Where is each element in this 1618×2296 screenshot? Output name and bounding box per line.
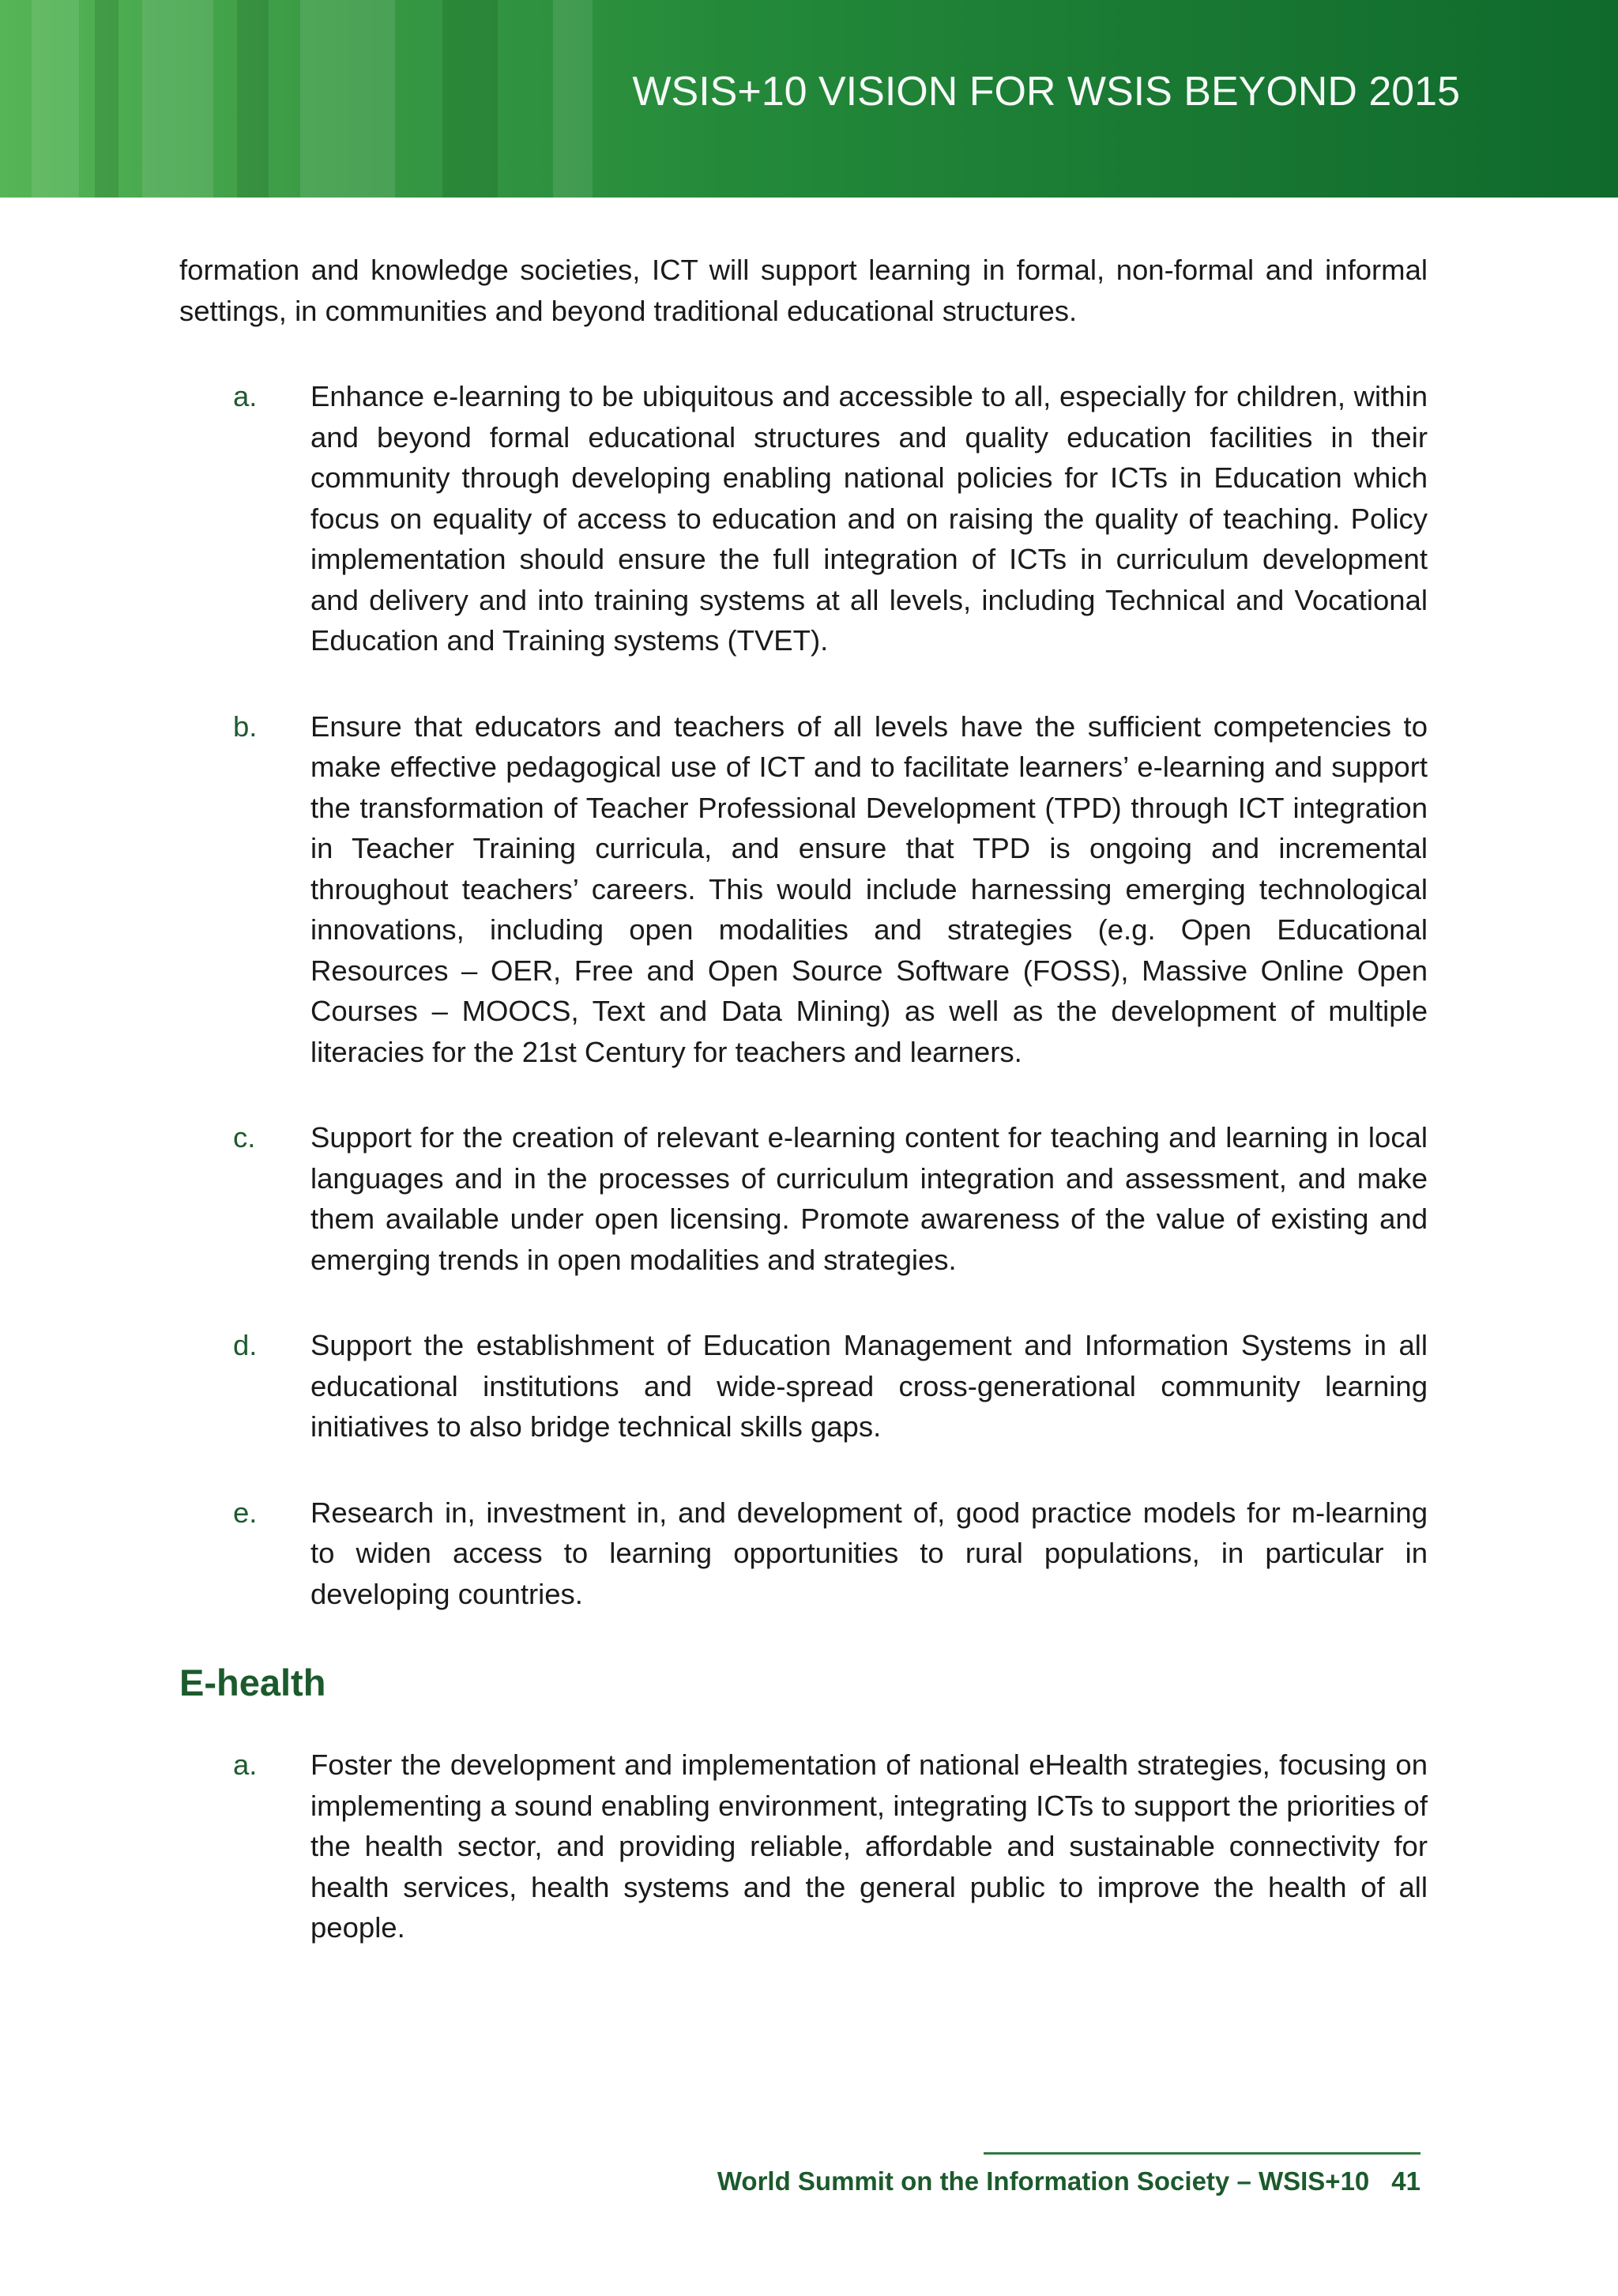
banner-decoration bbox=[300, 0, 395, 198]
banner-decoration bbox=[95, 0, 119, 198]
banner-decoration bbox=[553, 0, 593, 198]
elearning-list bbox=[179, 376, 1428, 1614]
list-marker: b. bbox=[233, 710, 258, 743]
list-item-text: Research in, investment in, and development of, good practice models for m-learning to widen access to learning opportunities to rural populations, in particular in developing countries. bbox=[310, 1496, 1428, 1610]
footer-divider bbox=[984, 2152, 1420, 2155]
list-item bbox=[179, 706, 1428, 1073]
page-number: 41 bbox=[1391, 2166, 1420, 2196]
header-title: WSIS+10 VISION FOR WSIS BEYOND 2015 bbox=[632, 69, 1460, 115]
list-item bbox=[179, 1492, 1428, 1615]
list-item-text: Ensure that educators and teachers of all levels have the sufficient competencies to make effective pedagogical use of ICT and to facilitate learners’ e-learning and support the transformation of Teacher Professional Development (TPD) through ICT integration in Teacher Training curricula, and ensure that TPD is ongoing and incremental throughout teachers’ careers. This would include harnessing emerging technological innovations, including open modalities and strategies (e.g. Open Educational Resources – OER, Free and Open Source Software (FOSS), Massive Online Open Courses – MOOCS, Text and Data Mining) as well as the development of multiple literacies for the 21st Century for teachers and learners. bbox=[310, 710, 1428, 1068]
list-item-text: Support the establishment of Education Management and Information Systems in all educational institutions and wide-spread cross-generational community learning initiatives to also bridge technical skills gaps. bbox=[310, 1329, 1428, 1443]
banner-decoration bbox=[237, 0, 269, 198]
banner-decoration bbox=[142, 0, 213, 198]
list-item bbox=[179, 1745, 1428, 1948]
ehealth-list bbox=[179, 1745, 1428, 1948]
list-item-text: Support for the creation of relevant e-learning content for teaching and learning in local languages and in the processes of curriculum integration and assessment, and make them available under open licensing. Promote awareness of the value of existing and emerging trends in open modalities and strategies. bbox=[310, 1121, 1428, 1276]
page-footer bbox=[717, 2166, 1420, 2196]
page-content bbox=[179, 250, 1428, 1993]
list-marker: e. bbox=[233, 1496, 258, 1529]
list-item-text: Enhance e-learning to be ubiquitous and accessible to all, especially for children, within and beyond formal educational structures and quality education facilities in their community through developing enabling national policies for ICTs in Education which focus on equality of access to education and on raising the quality of teaching. Policy implementation should ensure the full integration of ICTs in curriculum development and delivery and into training systems at all levels, including Technical and Vocational Education and Training systems (TVET). bbox=[310, 380, 1428, 657]
list-item bbox=[179, 1325, 1428, 1447]
list-item bbox=[179, 1117, 1428, 1280]
intro-paragraph: formation and knowledge societies, ICT will support learning in formal, non-formal and informal settings, in communities and beyond traditional educational structures. bbox=[179, 254, 1428, 327]
list-item-text: Foster the development and implementation of national eHealth strategies, focusing on implementing a sound enabling environment, integrating ICTs to support the priorities of the health sector, and providing reliable, affordable and sustainable connectivity for health services, health systems and the general public to improve the health of all people. bbox=[310, 1748, 1428, 1944]
banner-decoration bbox=[442, 0, 498, 198]
list-item bbox=[179, 376, 1428, 661]
list-marker: a. bbox=[233, 1748, 258, 1781]
footer-title: World Summit on the Information Society – WSIS+10 bbox=[717, 2166, 1370, 2196]
header-banner bbox=[0, 0, 1618, 198]
banner-decoration bbox=[32, 0, 79, 198]
section-heading-ehealth: E-health bbox=[179, 1662, 326, 1703]
list-marker: d. bbox=[233, 1329, 258, 1361]
list-marker: a. bbox=[233, 380, 258, 412]
list-marker: c. bbox=[233, 1121, 256, 1154]
